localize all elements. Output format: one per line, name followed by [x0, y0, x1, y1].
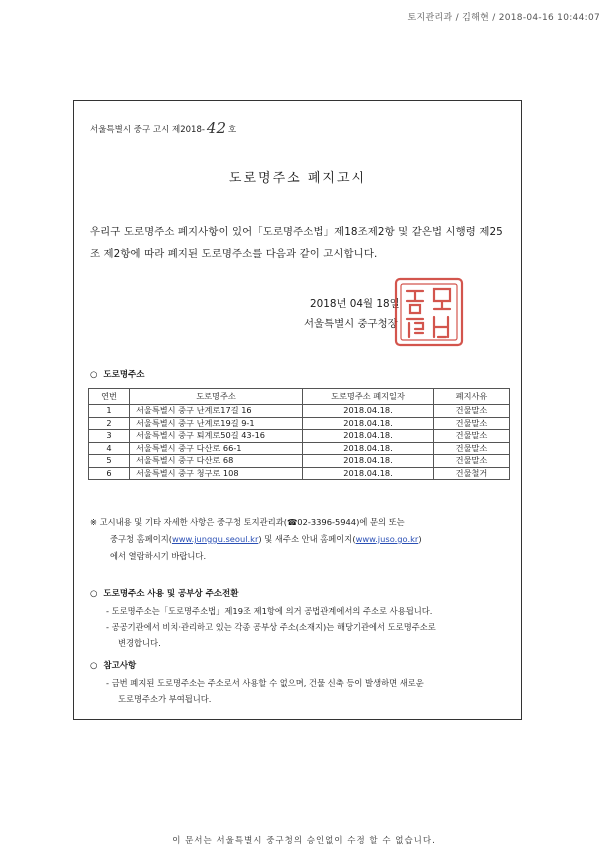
table-row — [89, 442, 510, 455]
official-seal-icon — [392, 275, 466, 349]
note-line-2-c: ) — [418, 534, 422, 544]
table-header-date: 도로명주소 폐지일자 — [303, 389, 434, 405]
row-no: 1 — [89, 405, 130, 418]
row-reason: 건물말소 — [434, 417, 510, 430]
notice-frame — [73, 100, 522, 720]
row-date: 2018.04.18. — [303, 442, 434, 455]
row-date: 2018.04.18. — [303, 417, 434, 430]
notice-number-prefix: 서울특별시 중구 고시 제2018- — [90, 125, 205, 135]
document-timestamp: 토지관리과 / 김해현 / 2018-04-16 10:44:07 — [407, 13, 600, 23]
row-address: 서울특별시 중구 난계로19길 9-1 — [130, 417, 303, 430]
row-date: 2018.04.18. — [303, 455, 434, 468]
row-no: 4 — [89, 442, 130, 455]
juso-homepage-link[interactable]: www.juso.go.kr — [355, 534, 419, 544]
row-address: 서울특별시 중구 청구로 108 — [130, 467, 303, 480]
note-line-2-b: ) 및 새주소 안내 홈페이지( — [258, 534, 356, 544]
note-line-2 — [90, 531, 510, 548]
note-mark: ※ — [90, 517, 97, 527]
row-address: 서울특별시 중구 퇴계로50길 43-16 — [130, 430, 303, 443]
row-date: 2018.04.18. — [303, 467, 434, 480]
row-reason: 건물말소 — [434, 405, 510, 418]
row-reason: 건물철거 — [434, 467, 510, 480]
table-row — [89, 405, 510, 418]
reference-item-1-cont: 도로명주소가 부여됩니다. — [118, 694, 212, 704]
row-address: 서울특별시 중구 다산로 68 — [130, 455, 303, 468]
reference-item-1: - 금번 폐지된 도로명주소는 주소로서 사용할 수 없으며, 건물 신축 등이 발생하면 새로운 — [106, 678, 424, 688]
row-no: 3 — [89, 430, 130, 443]
section-bullet: ○ — [90, 661, 98, 671]
notice-number-suffix: 호 — [228, 125, 237, 135]
row-reason: 건물말소 — [434, 455, 510, 468]
conversion-item-2-cont: 변경합니다. — [118, 638, 161, 648]
row-date: 2018.04.18. — [303, 405, 434, 418]
note-line-1 — [90, 514, 510, 531]
conversion-item-1: - 도로명주소는「도로명주소법」제19조 제1항에 의거 공법관계에서의 주소로 사용됩니다. — [106, 606, 433, 616]
section-conversion — [90, 587, 238, 599]
intro-paragraph: 우리구 도로명주소 폐지사항이 있어「도로명주소법」제18조제2항 및 같은법 시행령 제25조 제2항에 따라 폐지된 도로명주소를 다음과 같이 고시합니다. — [90, 226, 503, 260]
section-road-address — [90, 368, 144, 380]
row-date: 2018.04.18. — [303, 430, 434, 443]
contact-note — [90, 514, 510, 565]
row-no: 6 — [89, 467, 130, 480]
table-header-row — [89, 389, 510, 405]
table-header-address: 도로명주소 — [130, 389, 303, 405]
note-line-1-text: 고시내용 및 기타 자세한 사항은 중구청 토지관리과(☎02-3396-5944)에 문의 또는 — [99, 517, 405, 527]
notice-number-handwritten: 42 — [206, 119, 227, 137]
section-reference — [90, 659, 136, 671]
road-address-table — [88, 388, 510, 480]
note-line-3: 에서 열람하시기 바랍니다. — [110, 551, 207, 561]
section-reference-title: 참고사항 — [103, 661, 137, 671]
issue-date: 2018년 04월 18일 — [310, 298, 400, 310]
page-title: 도로명주소 폐지고시 — [228, 171, 367, 186]
junggu-homepage-link[interactable]: www.junggu.seoul.kr — [171, 534, 259, 544]
section-road-address-title: 도로명주소 — [103, 370, 145, 380]
row-no: 2 — [89, 417, 130, 430]
row-reason: 건물말소 — [434, 442, 510, 455]
row-address: 서울특별시 중구 난계로17길 16 — [130, 405, 303, 418]
section-conversion-title: 도로명주소 사용 및 공부상 주소전환 — [103, 589, 239, 599]
footer-notice: 이 문서는 서울특별시 중구청의 승인없이 수정 할 수 없습니다. — [172, 836, 436, 846]
table-row — [89, 417, 510, 430]
conversion-item-2: - 공공기관에서 비치·관리하고 있는 각종 공부상 주소(소재지)는 해당기관에서 도로명주소로 — [106, 622, 436, 632]
conversion-list — [90, 603, 510, 651]
table-header-reason: 폐지사유 — [434, 389, 510, 405]
row-no: 5 — [89, 455, 130, 468]
table-header-no: 연번 — [89, 389, 130, 405]
note-line-2-a: 중구청 홈페이지( — [110, 534, 172, 544]
issue-block — [304, 294, 400, 334]
issuer-name: 서울특별시 중구청장 — [304, 318, 398, 330]
section-bullet: ○ — [90, 370, 98, 380]
notice-number — [90, 118, 236, 136]
table-row — [89, 430, 510, 443]
section-bullet: ○ — [90, 589, 98, 599]
row-address: 서울특별시 중구 다산로 66-1 — [130, 442, 303, 455]
table-row — [89, 455, 510, 468]
reference-list — [90, 675, 510, 707]
row-reason: 건물말소 — [434, 430, 510, 443]
table-row — [89, 467, 510, 480]
